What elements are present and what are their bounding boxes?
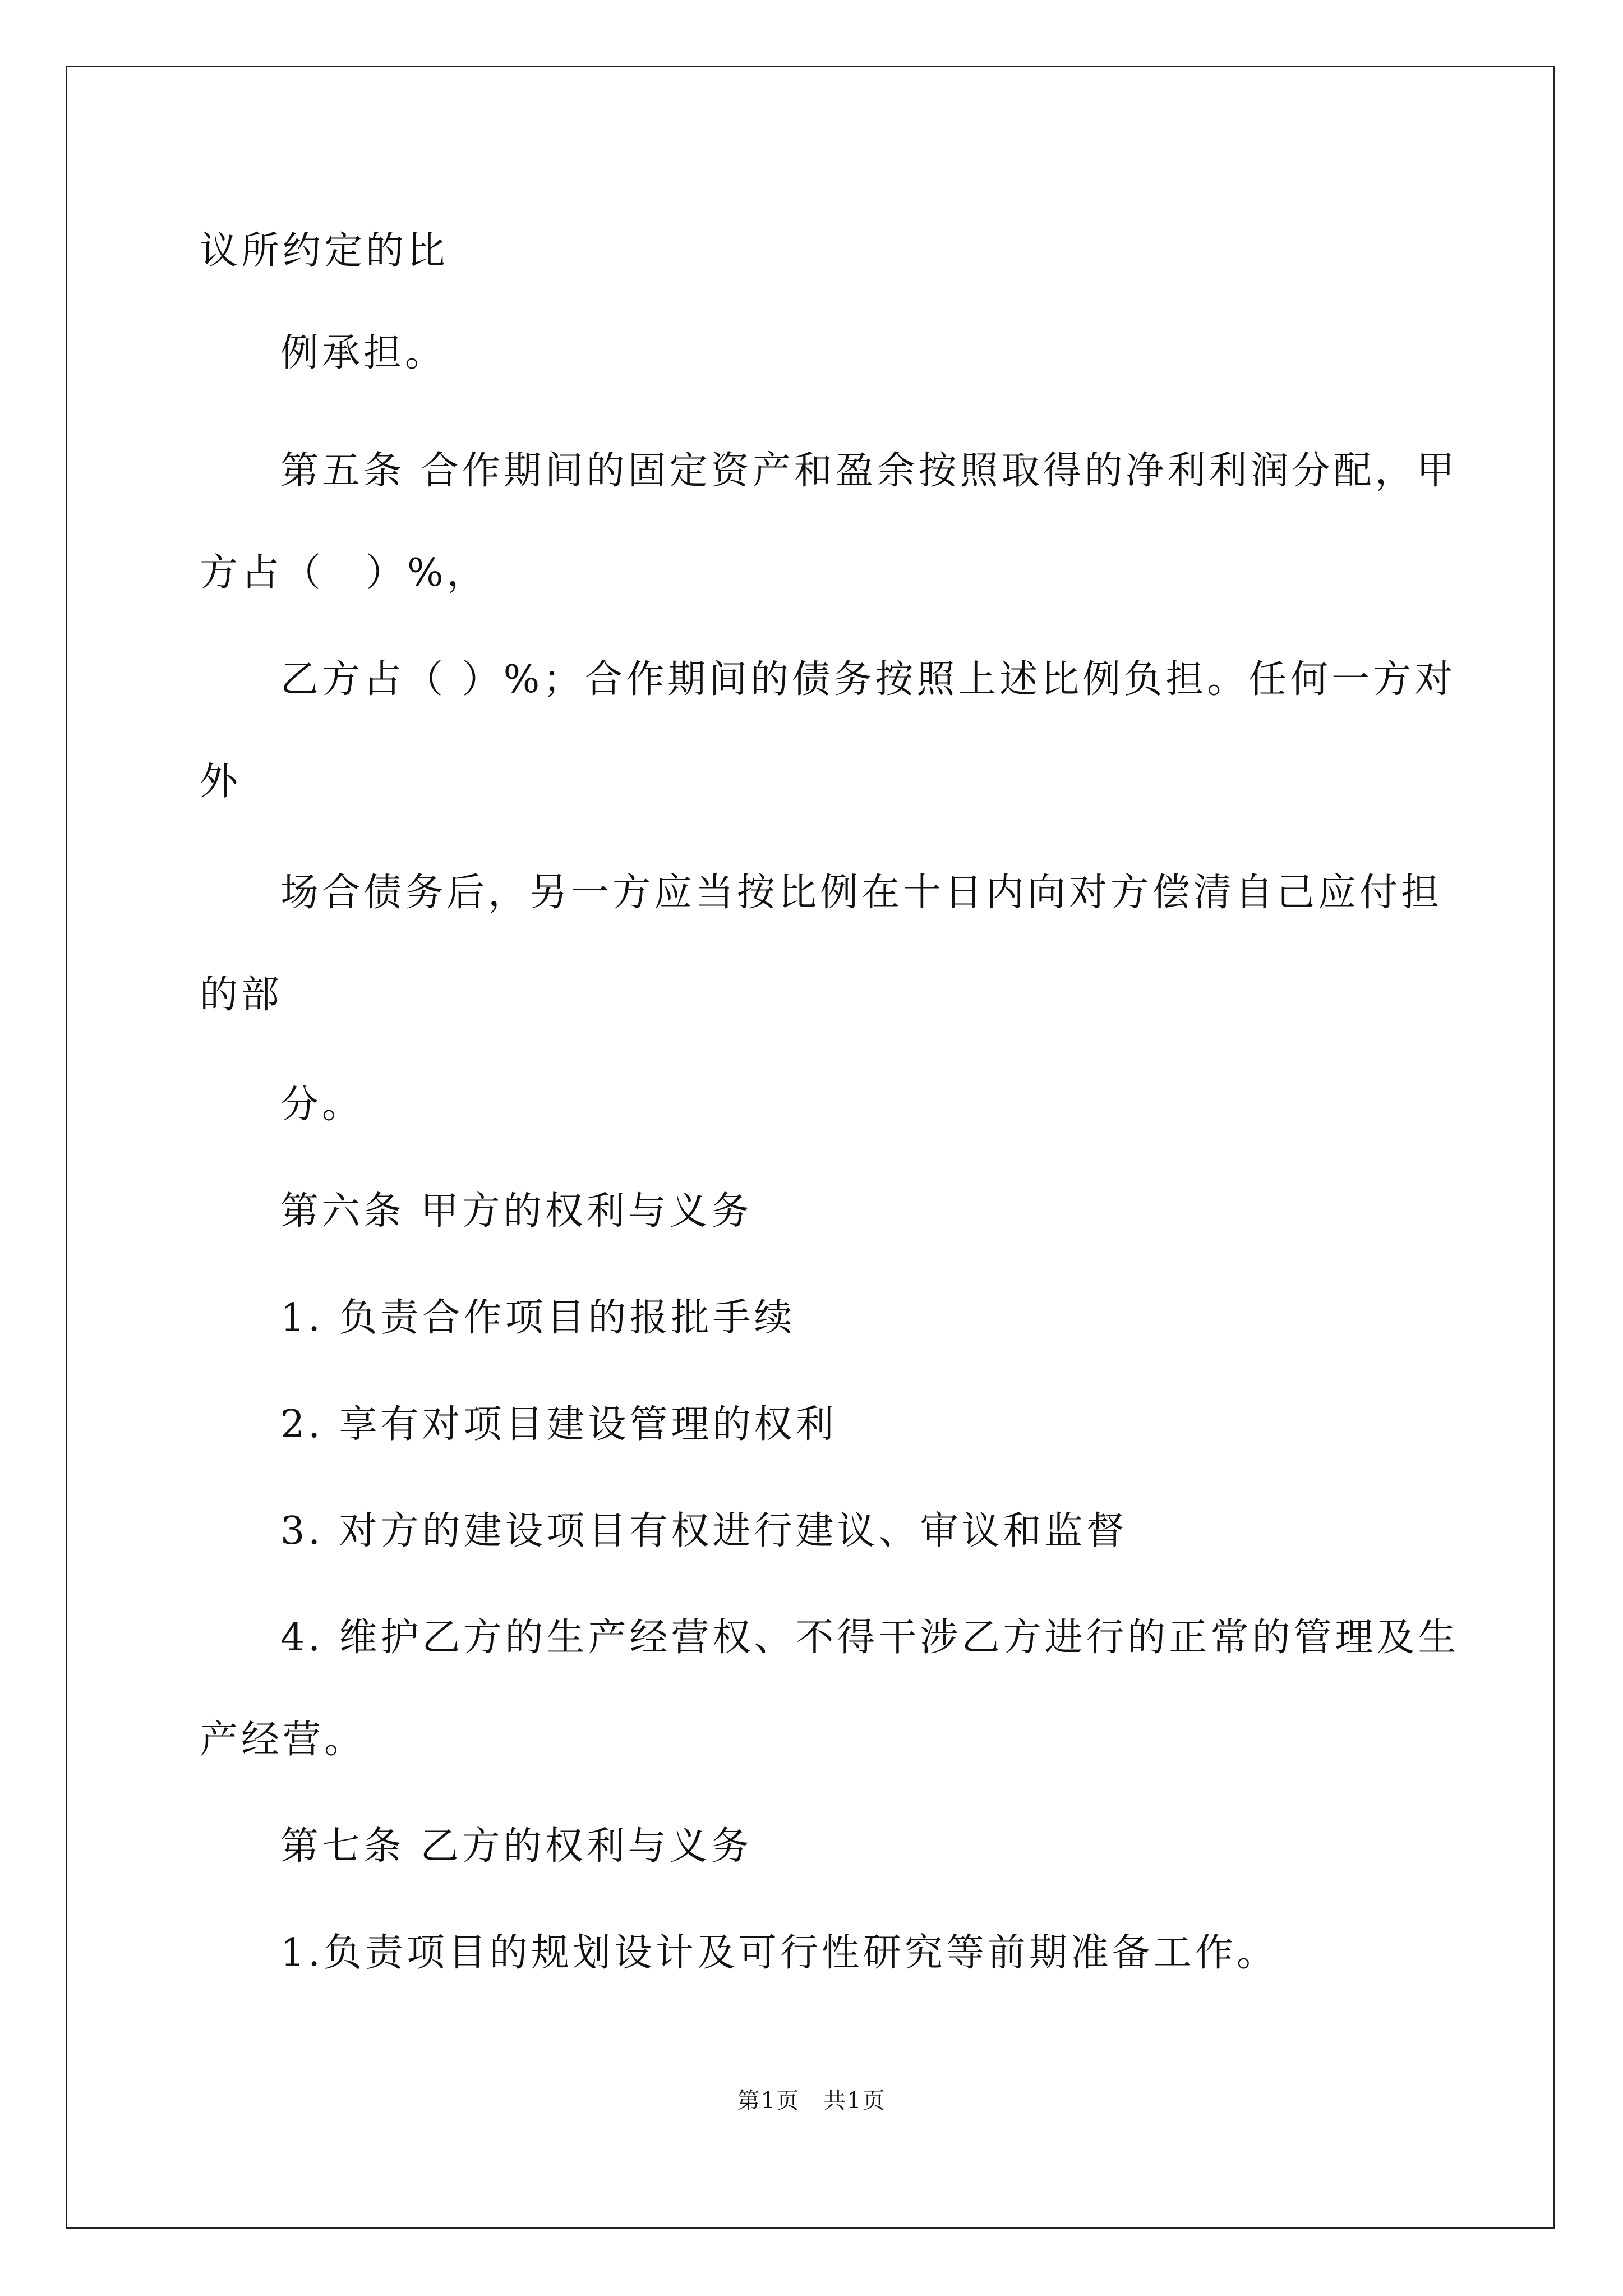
list-item: 2. 享有对项目建设管理的权利 — [280, 1402, 837, 1447]
text-line: 乙方占（ ）%；合作期间的债务按照上述比例负担。任何一方对 — [280, 657, 1456, 702]
text-line: 例承担。 — [280, 331, 447, 375]
list-item: 4. 维护乙方的生产经营权、不得干涉乙方进行的正常的管理及生 — [280, 1616, 1460, 1660]
page-border — [66, 66, 1555, 2229]
text-line: 场合债务后，另一方应当按比例在十日内向对方偿清自己应付担 — [280, 871, 1443, 915]
text-line: 外 — [200, 760, 242, 804]
list-item: 1. 负责合作项目的报批手续 — [280, 1296, 796, 1340]
text-line: 产经营。 — [200, 1718, 366, 1762]
article-5-heading: 第五条 合作期间的固定资产和盈余按照取得的净利利润分配，甲 — [280, 449, 1458, 493]
list-item: 1.负责项目的规划设计及可行性研究等前期准备工作。 — [280, 1931, 1278, 1975]
list-item: 3. 对方的建设项目有权进行建议、审议和监督 — [280, 1509, 1128, 1553]
page-number-footer: 第1页 共1页 — [737, 2088, 886, 2114]
text-line: 的部 — [200, 973, 283, 1017]
text-line: 分。 — [280, 1083, 364, 1127]
article-6-heading: 第六条 甲方的权利与义务 — [280, 1189, 753, 1234]
text-line: 议所约定的比 — [200, 229, 449, 273]
text-line: 方占（ ）%， — [200, 551, 488, 595]
article-7-heading: 第七条 乙方的权利与义务 — [280, 1824, 753, 1869]
